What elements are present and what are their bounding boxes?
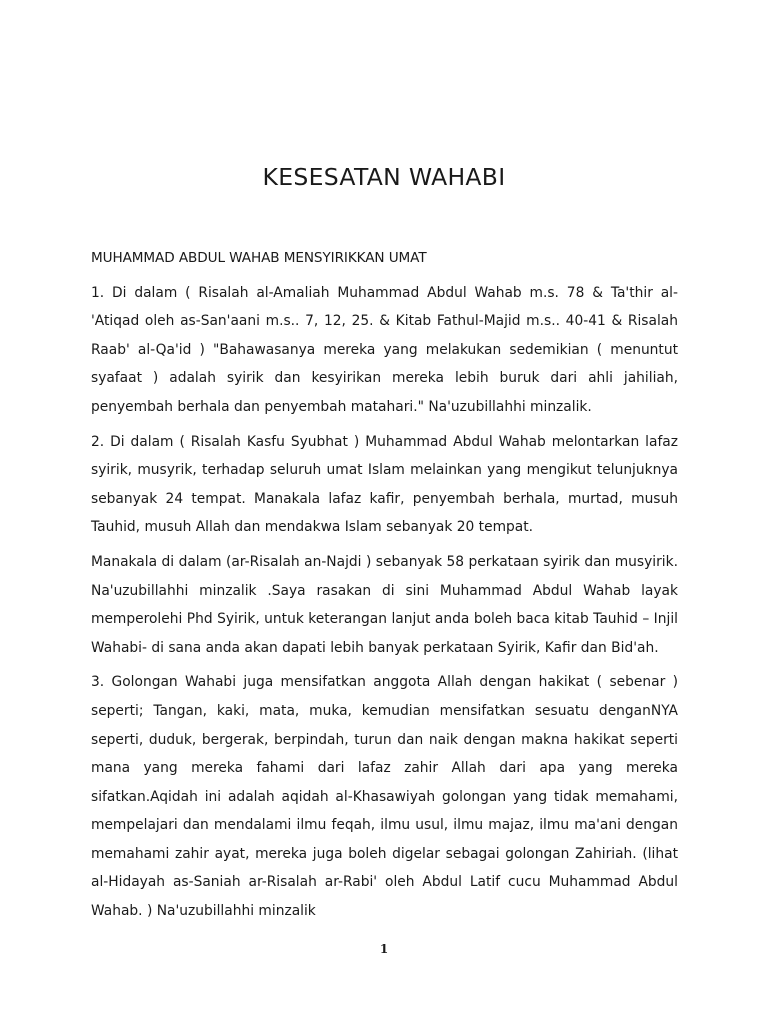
document-title: KESESATAN WAHABI (262, 163, 506, 191)
paragraph-3: Manakala di dalam (ar-Risalah an-Najdi ) sebanyak 58 perkataan syirik dan musyirik. Na'uzubillahhi minzalik .Saya rasakan di sini Muhammad Abdul Wahab layak memperolehi Phd Syirik, untuk keterangan lanjut anda boleh baca kitab Tauhid – Injil Wahabi- di sana anda akan dapati lebih banyak perkataan Syirik, Kafir dan Bid'ah. (91, 553, 678, 656)
paragraph-1: 1. Di dalam ( Risalah al-Amaliah Muhammad Abdul Wahab m.s. 78 & Ta'thir al-'Atiqad oleh as-San'aani m.s.. 7, 12, 25. & Kitab Fathul-Majid m.s.. 40-41 & Risalah Raab' al-Qa'id ) "Bahawasanya mereka yang melakukan sedemikian ( menuntut syafaat ) adalah syirik dan kesyirikan mereka lebih buruk dari ahli jahiliah, penyembah berhala dan penyembah matahari." Na'uzubillahhi minzalik. (91, 284, 678, 415)
paragraph-2: 2. Di dalam ( Risalah Kasfu Syubhat ) Muhammad Abdul Wahab melontarkan lafaz syirik, musyrik, terhadap seluruh umat Islam melainkan yang mengikut telunjuknya sebanyak 24 tempat. Manakala lafaz kafir, penyembah berhala, murtad, musuh Tauhid, musuh Allah dan mendakwa Islam sebanyak 20 tempat. (91, 433, 678, 536)
document-body (91, 244, 678, 932)
paragraph-4: 3. Golongan Wahabi juga mensifatkan anggota Allah dengan hakikat ( sebenar ) seperti; Tangan, kaki, mata, muka, kemudian mensifatkan sesuatu denganNYA seperti, duduk, bergerak, berpindah, turun dan naik dengan makna hakikat seperti mana yang mereka fahami dari lafaz zahir Allah dari apa yang mereka sifatkan.Aqidah ini adalah aqidah al-Khasawiyah golongan yang tidak memahami, mempelajari dan mendalami ilmu feqah, ilmu usul, ilmu majaz, ilmu ma'ani dengan memahami zahir ayat, mereka juga boleh digelar sebagai golongan Zahiriah. (lihat al-Hidayah as-Saniah ar-Risalah ar-Rabi' oleh Abdul Latif cucu Muhammad Abdul Wahab. ) Na'uzubillahhi minzalik (91, 674, 678, 920)
section-heading: MUHAMMAD ABDUL WAHAB MENSYIRIKKAN UMAT (91, 250, 427, 266)
page-number: 1 (379, 942, 389, 956)
